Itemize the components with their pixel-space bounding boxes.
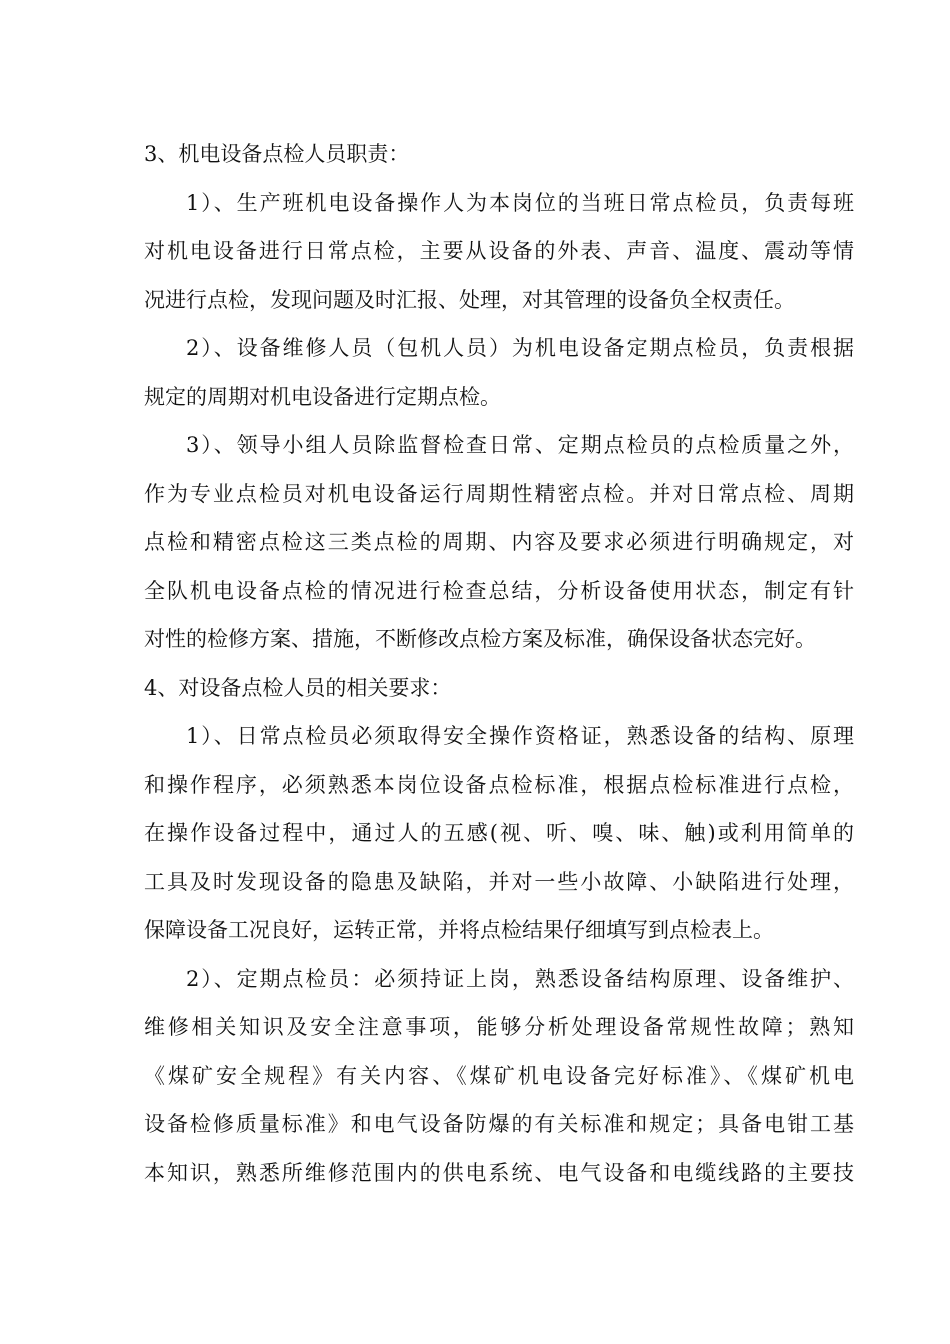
- paragraph-line: 本知识，熟悉所维修范围内的供电系统、电气设备和电缆线路的主要技: [144, 1160, 854, 1185]
- section-heading-4: 4、对设备点检人员的相关要求：: [144, 675, 452, 700]
- paragraph-line: 对性的检修方案、措施，不断修改点检方案及标准，确保设备状态完好。: [144, 627, 816, 651]
- paragraph-line: 和操作程序，必须熟悉本岗位设备点检标准，根据点检标准进行点检，: [144, 772, 854, 797]
- paragraph-line: 2）、设备维修人员（包机人员）为机电设备定期点检员，负责根据: [186, 336, 854, 360]
- paragraph-line: 保障设备工况良好，运转正常，并将点检结果仔细填写到点检表上。: [144, 918, 774, 942]
- paragraph-line: 点检和精密点检这三类点检的周期、内容及要求必须进行明确规定，对: [144, 530, 854, 554]
- paragraph-line: 规定的周期对机电设备进行定期点检。: [144, 384, 501, 409]
- paragraph-line: 工具及时发现设备的隐患及缺陷，并对一些小故障、小缺陷进行处理，: [144, 869, 854, 894]
- paragraph-line: 3）、领导小组人员除监督检查日常、定期点检员的点检质量之外，: [186, 433, 854, 457]
- paragraph-line: 作为专业点检员对机电设备运行周期性精密点检。并对日常点检、周期: [144, 481, 854, 506]
- paragraph-line: 1）、生产班机电设备操作人为本岗位的当班日常点检员，负责每班: [186, 190, 854, 215]
- paragraph-line: 况进行点检，发现问题及时汇报、处理，对其管理的设备负全权责任。: [144, 287, 795, 312]
- document-body: [144, 130, 854, 1197]
- paragraph-line: 2）、定期点检员：必须持证上岗，熟悉设备结构原理、设备维护、: [186, 966, 854, 991]
- paragraph-line: 设备检修质量标准》和电气设备防爆的有关标准和规定；具备电钳工基: [144, 1112, 854, 1136]
- paragraph-line: 全队机电设备点检的情况进行检查总结，分析设备使用状态，制定有针: [144, 578, 854, 603]
- section-heading-3: 3、机电设备点检人员职责：: [144, 142, 410, 166]
- paragraph-line: 对机电设备进行日常点检，主要从设备的外表、声音、温度、震动等情: [144, 239, 854, 263]
- paragraph-line: 在操作设备过程中，通过人的五感(视、听、嗅、味、触)或利用简单的: [144, 821, 854, 845]
- paragraph-line: 维修相关知识及安全注意事项，能够分析处理设备常规性故障；熟知: [144, 1015, 854, 1039]
- paragraph-line: 《煤矿安全规程》有关内容、《煤矿机电设备完好标准》、《煤矿机电: [144, 1063, 854, 1088]
- paragraph-line: 1）、日常点检员必须取得安全操作资格证，熟悉设备的结构、原理: [186, 724, 854, 748]
